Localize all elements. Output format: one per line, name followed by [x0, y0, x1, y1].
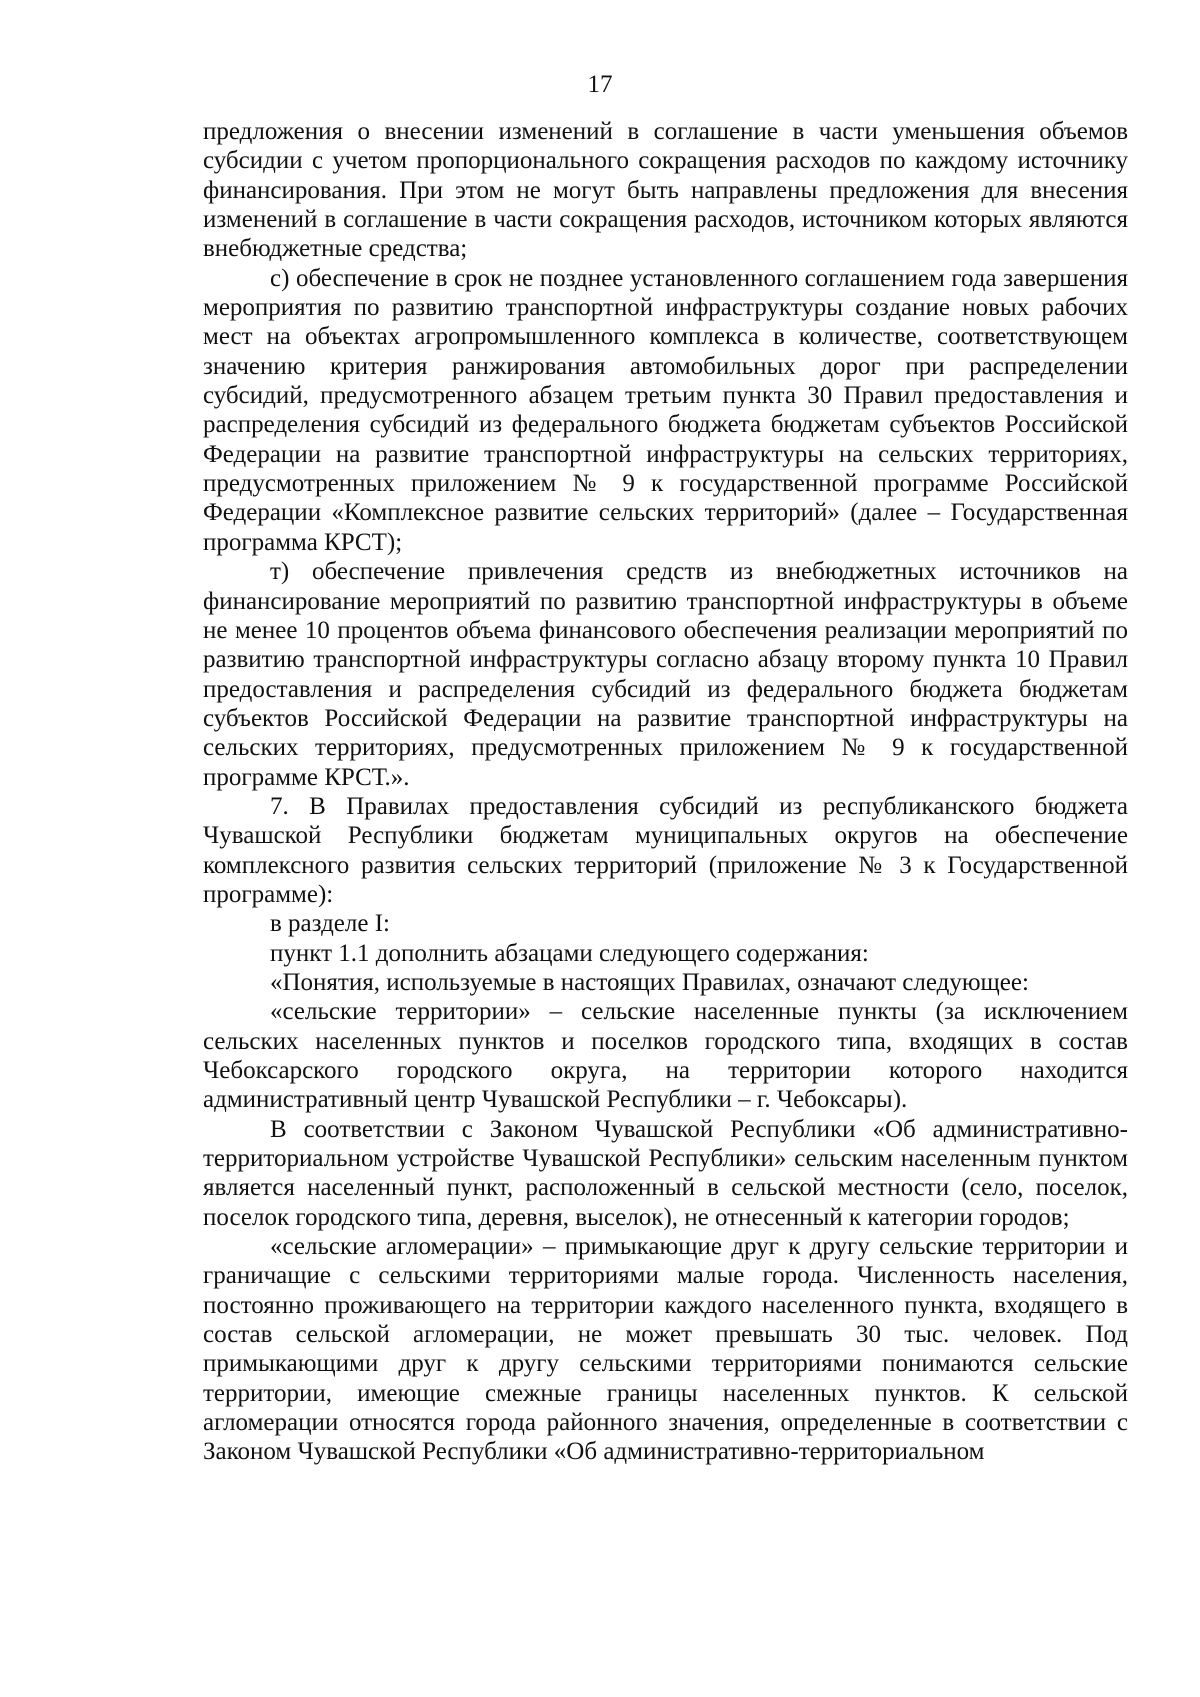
paragraph-10: «сельские агломерации» – примыкающие друг к другу сельские территории и граничащие с сельскими территориями малые города. Численность населения, постоянно проживающего на территории каждого населенного пункта, входящего в состав сельской агломерации, не может превышать 30 тыс. человек. Под примыкающими друг к другу сельскими территориями понимаются сельские территории, имеющие смежные границы населенных пунктов. К сельской агломерации относятся города районного значения, определенные в соответствии с Законом Чувашской Республики «Об административно-территориальном: [203, 1233, 1128, 1466]
paragraph-1: предложения о внесении изменений в соглашение в части уменьшения объемов субсидии с учетом пропорционального сокращения расходов по каждому источнику финансирования. При этом не могут быть направлены предложения для внесения изменений в соглашение в части сокращения расходов, источником которых являются внебюджетные средства;: [203, 118, 1128, 263]
paragraph-7: «Понятия, используемые в настоящих Правилах, означают следующее:: [270, 968, 1029, 996]
document-body: [203, 117, 1128, 1467]
paragraph-8: «сельские территории» – сельские населенные пункты (за исключением сельских населенных пунктов и поселков городского типа, входящих в состав Чебоксарского городского округа, на территории которого находится административный центр Чувашской Республики – г. Чебоксары).: [203, 998, 1128, 1114]
paragraph-4: 7. В Правилах предоставления субсидий из республиканского бюджета Чувашской Республики бюджетам муниципальных округов на обеспечение комплексного развития сельских территорий (приложение № 3 к Государственной программе):: [203, 792, 1128, 908]
paragraph-5: в разделе I:: [270, 910, 390, 938]
paragraph-9: В соответствии с Законом Чувашской Республики «Об административно-территориальном устройстве Чувашской Республики» сельским населенным пунктом является населенный пункт, расположенный в сельской местности (село, поселок, поселок городского типа, деревня, выселок), не отнесенный к категории городов;: [203, 1115, 1128, 1231]
paragraph-6: пункт 1.1 дополнить абзацами следующего содержания:: [270, 939, 869, 967]
paragraph-3: т) обеспечение привлечения средств из внебюджетных источников на финансирование мероприятий по развитию транспортной инфраструктуры в объеме не менее 10 процентов объема финансового обеспечения реализации мероприятий по развитию транспортной инфраструктуры согласно абзацу второму пункта 10 Правил предоставления и распределения субсидий из федерального бюджета бюджетам субъектов Российской Федерации на развитие транспортной инфраструктуры на сельских территориях, предусмотренных приложением № 9 к государственной программе КРСТ.».: [203, 558, 1128, 791]
page-number: 17: [587, 71, 613, 98]
paragraph-2: с) обеспечение в срок не позднее установленного соглашением года завершения мероприятия по развитию транспортной инфраструктуры создание новых рабочих мест на объектах агропромышленного комплекса в количестве, соответствующем значению критерия ранжирования автомобильных дорог при распределении субсидий, предусмотренного абзацем третьим пункта 30 Правил предоставления и распределения субсидий из федерального бюджета бюджетам субъектов Российской Федерации на развитие транспортной инфраструктуры на сельских территориях, предусмотренных приложением № 9 к государственной программе Российской Федерации «Комплексное развитие сельских территорий» (далее – Государственная программа КРСТ);: [203, 264, 1128, 556]
